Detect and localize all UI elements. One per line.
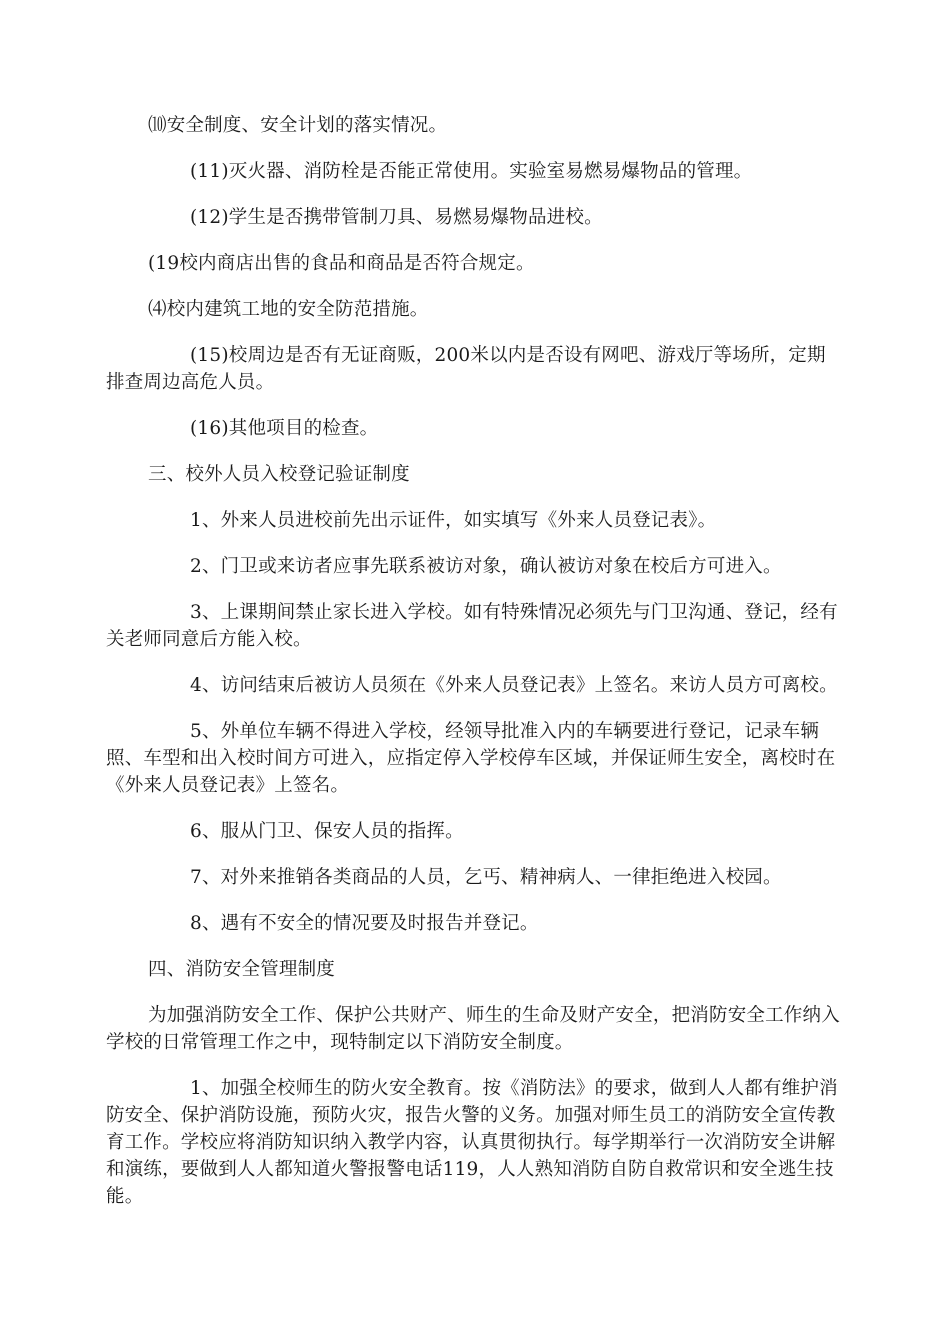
item-number: 1 — [190, 1078, 202, 1099]
document-page — [106, 112, 842, 1229]
item-number: 4 — [190, 675, 202, 696]
paragraph-item-15: (15)校周边是否有无证商贩，200米以内是否设有网吧、游戏厅等场所，定期排查周边高危人员。 — [106, 342, 842, 396]
item-number: 2 — [190, 556, 202, 577]
item-number: 7 — [190, 867, 202, 888]
paragraph-fire-rule-1: 1、加强全校师生的防火安全教育。按《消防法》的要求，做到人人都有维护消防安全、保护消防设施，预防火灾，报告火警的义务。加强对师生员工的消防安全宣传教育工作。学校应将消防知识纳入教学内容，认真贯彻执行。每学期举行一次消防安全讲解和演练，要做到人人都知道火警报警电话119，人人熟知消防自防自救常识和安全逃生技能。 — [106, 1075, 842, 1210]
paragraph-rule-8: 8、遇有不安全的情况要及时报告并登记。 — [106, 910, 842, 937]
item-number: 6 — [190, 821, 202, 842]
item-number: 5 — [190, 721, 202, 742]
item-number: (12) — [190, 207, 229, 228]
paragraph-rule-1: 1、外来人员进校前先出示证件，如实填写《外来人员登记表》。 — [106, 507, 842, 534]
item-number: 3 — [190, 602, 202, 623]
paragraph-rule-2: 2、门卫或来访者应事先联系被访对象，确认被访对象在校后方可进入。 — [106, 553, 842, 580]
item-number: (11) — [190, 161, 229, 182]
paragraph-item-12: (12)学生是否携带管制刀具、易燃易爆物品进校。 — [106, 204, 842, 231]
item-number: (15) — [190, 345, 229, 366]
paragraph-rule-5: 5、外单位车辆不得进入学校，经领导批准入内的车辆要进行登记，记录车辆照、车型和出入校时间方可进入，应指定停入学校停车区域，并保证师生安全，离校时在《外来人员登记表》上签名。 — [106, 718, 842, 799]
paragraph-rule-3: 3、上课期间禁止家长进入学校。如有特殊情况必须先与门卫沟通、登记，经有关老师同意后方能入校。 — [106, 599, 842, 653]
paragraph-item-14: ⑷校内建筑工地的安全防范措施。 — [148, 299, 429, 320]
paragraph-rule-4: 4、访问结束后被访人员须在《外来人员登记表》上签名。来访人员方可离校。 — [106, 672, 842, 699]
paragraph-item-16: (16)其他项目的检查。 — [106, 415, 842, 442]
item-number: 8 — [190, 913, 202, 934]
paragraph-rule-6: 6、服从门卫、保安人员的指挥。 — [106, 818, 842, 845]
paragraph-rule-7: 7、对外来推销各类商品的人员，乞丐、精神病人、一律拒绝进入校园。 — [106, 864, 842, 891]
item-number: (16) — [190, 418, 229, 439]
paragraph-intro: 为加强消防安全工作、保护公共财产、师生的生命及财产安全，把消防安全工作纳入学校的日常管理工作之中，现特制定以下消防安全制度。 — [106, 1005, 840, 1053]
section-heading-3: 三、校外人员入校登记验证制度 — [148, 464, 410, 485]
section-heading-4: 四、消防安全管理制度 — [148, 959, 336, 980]
paragraph-item-10: ⑽安全制度、安全计划的落实情况。 — [148, 115, 448, 136]
paragraph-item-13: (19校内商店出售的食品和商品是否符合规定。 — [148, 253, 535, 274]
paragraph-item-11: (11)灭火器、消防栓是否能正常使用。实验室易燃易爆物品的管理。 — [106, 158, 842, 185]
item-number: 1 — [190, 510, 202, 531]
